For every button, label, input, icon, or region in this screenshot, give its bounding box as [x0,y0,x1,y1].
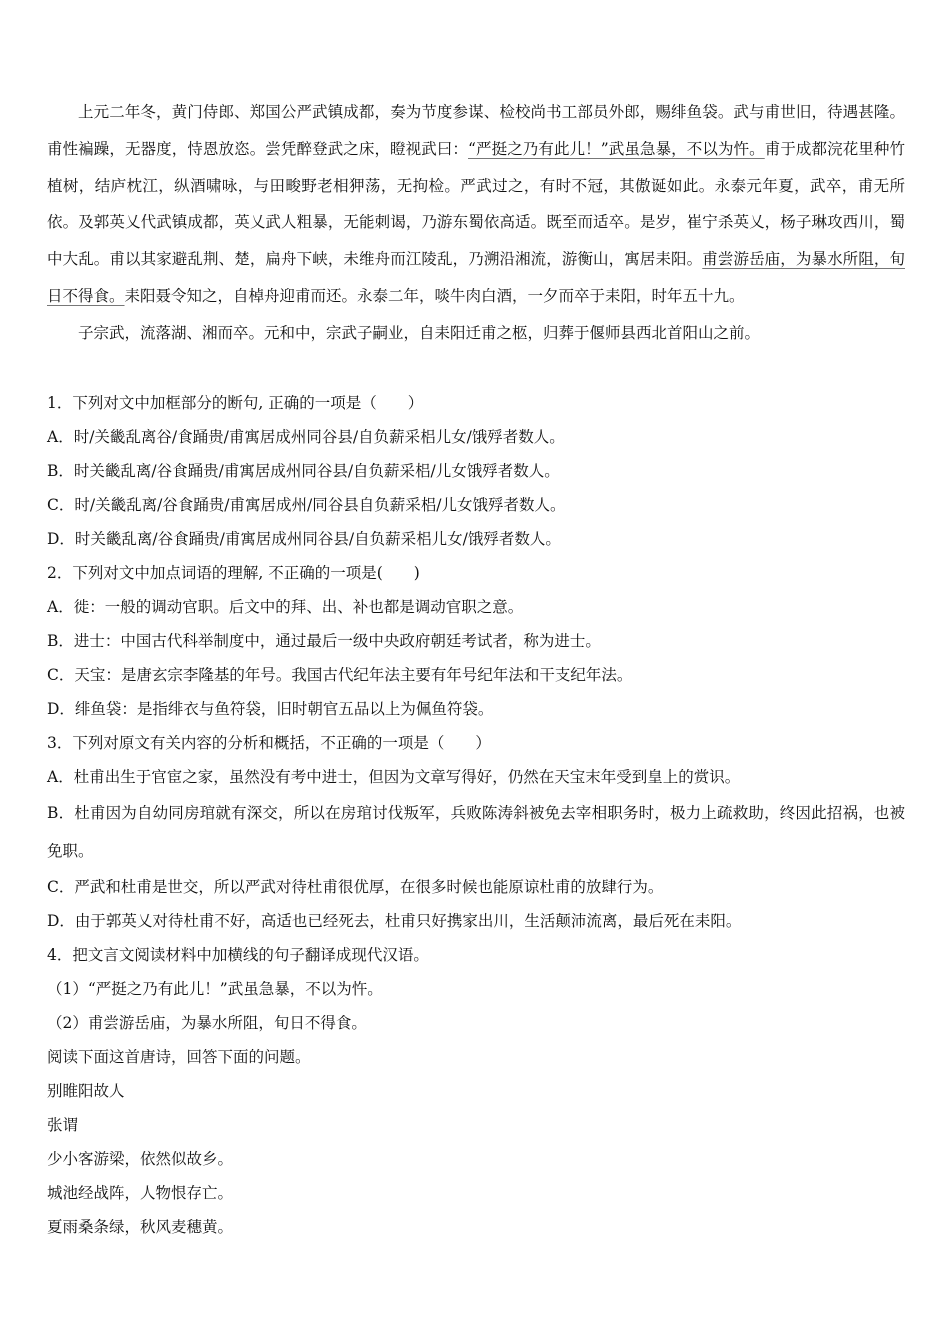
passage-paragraph-2: 子宗武，流落湖、湘而卒。元和中，宗武子嗣业，自耒阳迁甫之柩，归葬于偃师县西北首阳山之前。 [78,323,761,342]
passage-text: 上元二年冬，黄门侍郎、郑国公严武镇成都，奏为节度参谋、检校尚书工部员外郎，赐绯鱼袋。武与甫世旧，待遇甚隆。甫性褊躁，无器度，恃恩放恣。尝凭醉登武之床，瞪视武曰： [47,103,905,158]
question-line: 2．下列对文中加点词语的理解, 不正确的一项是( ) [47,564,420,582]
passage [47,94,905,352]
question-line: A．杜甫出生于官宦之家，虽然没有考中进士，但因为文章写得好，仍然在天宝末年受到皇上的赏识。 [47,768,741,786]
question-line: C．严武和杜甫是世交，所以严武对待杜甫很优厚，在很多时候也能原谅杜甫的放肆行为。 [47,878,664,896]
question-line: B．杜甫因为自幼同房琯就有深交，所以在房琯讨伐叛军，兵败陈涛斜被免去宰相职务时，极力上疏救助，终因此招祸，也被免职。 [47,804,905,860]
passage-text: 甫于成都浣花里种竹植树，结庐枕江，纵酒啸咏，与田畯野老相狎荡，无拘检。严武过之，有时不冠，其傲诞如此。永泰元年夏，武卒，甫无所依。及郭英乂代武镇成都，英乂武人粗暴，无能刺谒，乃游东蜀依高适。既至而适卒。是岁，崔宁杀英乂，杨子琳攻西川，蜀中大乱。甫以其家避乱荆、楚，扁舟下峡，未维舟而江陵乱，乃溯沿湘流，游衡山，寓居耒阳。 [47,139,905,269]
question-line: A．徙：一般的调动官职。后文中的拜、出、补也都是调动官职之意。 [47,598,524,616]
question-line: B．时关畿乱离/谷食踊贵/甫寓居成州同谷县/自负薪采梠/儿女饿殍者数人。 [47,462,560,480]
question-line: D．时关畿乱离/谷食踊贵/甫寓居成州同谷县/自负薪采梠儿女/饿殍者数人。 [47,530,561,548]
question-line: 张谓 [47,1116,79,1134]
question-line: D．由于郭英乂对待杜甫不好，高适也已经死去，杜甫只好携家出川，生活颠沛流离，最后死在耒阳。 [47,912,742,930]
question-line: （1）“严挺之乃有此儿！”武虽急暴，不以为忤。 [47,980,383,998]
underlined-sentence-1: “严挺之乃有此儿！”武虽急暴，不以为忤。 [468,139,765,158]
question-line: 4．把文言文阅读材料中加横线的句子翻译成现代汉语。 [47,946,429,964]
question-line: 阅读下面这首唐诗，回答下面的问题。 [47,1048,311,1066]
passage-text: 耒阳聂令知之，自棹舟迎甫而还。永泰二年，啖牛肉白酒，一夕而卒于耒阳，时年五十九。 [124,286,745,305]
passage-paragraph-1 [47,94,905,315]
question-line: 1．下列对文中加框部分的断句, 正确的一项是（ ） [47,394,424,412]
question-line: 3．下列对原文有关内容的分析和概括，不正确的一项是（ ） [47,734,491,752]
question-line: B．进士：中国古代科举制度中，通过最后一级中央政府朝廷考试者，称为进士。 [47,632,601,650]
question-line: A．时/关畿乱离谷/食踊贵/甫寓居成州同谷县/自负薪采梠儿女/饿殍者数人。 [47,428,565,446]
question-line: C．天宝：是唐玄宗李隆基的年号。我国古代纪年法主要有年号纪年法和干支纪年法。 [47,666,633,684]
underlined-sentence-2: 甫尝游岳庙，为暴水所阻，旬日不得食。 [47,250,905,305]
question-line: D．绯鱼袋：是指绯衣与鱼符袋，旧时朝官五品以上为佩鱼符袋。 [47,700,494,718]
question-line: 夏雨桑条绿，秋风麦穗黄。 [47,1218,234,1236]
questions [47,386,905,1244]
question-line: 城池经战阵，人物恨存亡。 [47,1184,234,1202]
question-line: 别睢阳故人 [47,1082,125,1100]
question-line: C．时/关畿乱离/谷食踊贵/甫寓居成州/同谷县自负薪采梠/儿女饿殍者数人。 [47,496,566,514]
question-line: 少小客游梁，依然似故乡。 [47,1150,234,1168]
question-line: （2）甫尝游岳庙，为暴水所阻，旬日不得食。 [47,1014,367,1032]
